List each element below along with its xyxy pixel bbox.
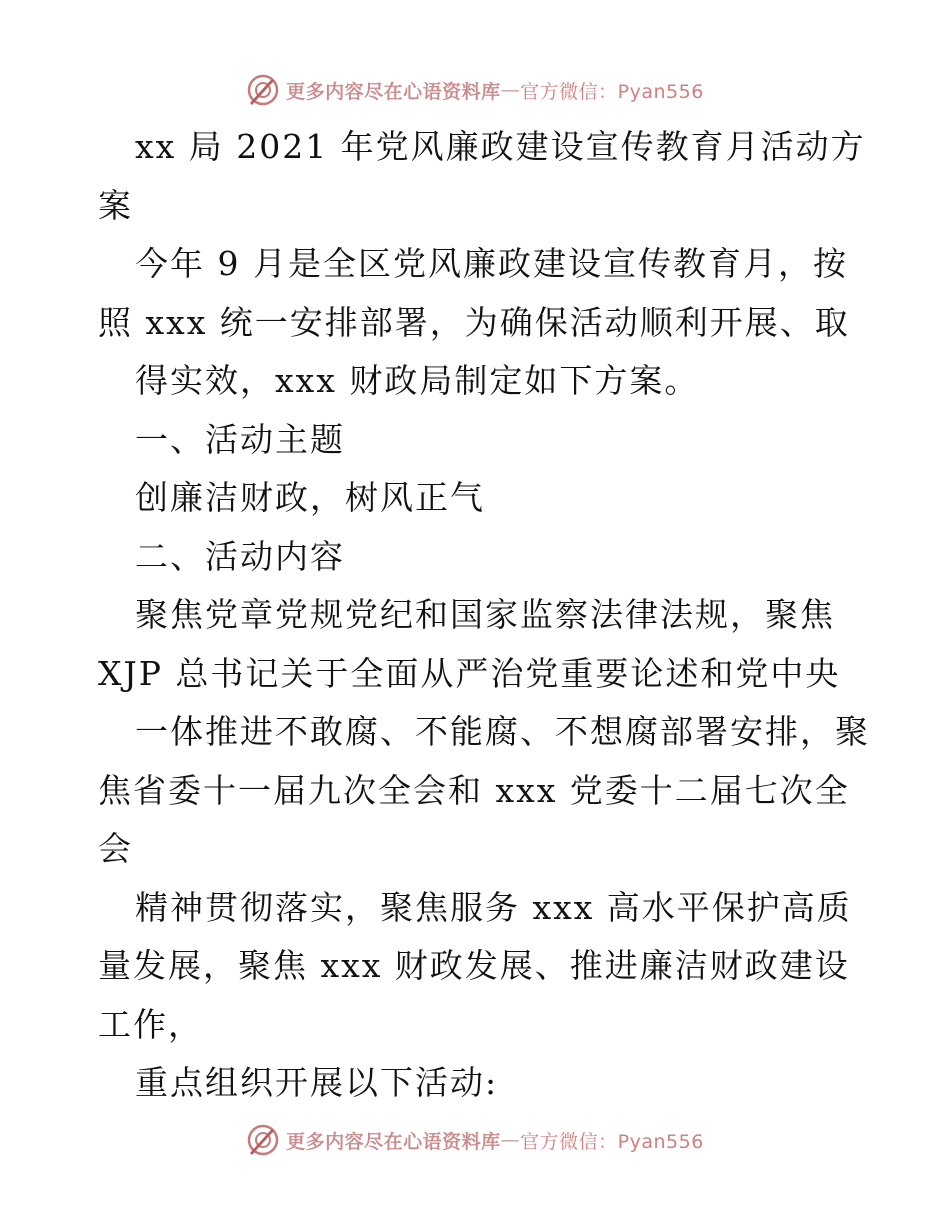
doc-paragraph-line: 量发展，聚焦 xxx 财政发展、推进廉洁财政建设 — [98, 946, 850, 985]
doc-paragraph-line: 照 xxx 统一安排部署，为确保活动顺利开展、取 — [98, 302, 850, 342]
doc-paragraph-line: XJP 总书记关于全面从严治党重要论述和党中央 — [98, 653, 841, 693]
quill-circle-logo-icon — [246, 73, 280, 107]
doc-paragraph-line: 会 — [98, 829, 133, 868]
document-body — [0, 118, 950, 1113]
doc-paragraph-line: 重点组织开展以下活动: — [135, 1063, 499, 1102]
doc-title-line-1: xx 局 2021 年党风廉政建设宣传教育月活动方 — [135, 127, 866, 166]
doc-paragraph-line: 得实效，xxx 财政局制定如下方案。 — [135, 361, 700, 400]
doc-paragraph-line: 聚焦党章党规党纪和国家监察法律法规，聚焦 — [135, 595, 835, 634]
header-banner-dash: — — [500, 79, 521, 101]
footer-banner-main-text: 更多内容尽在心语资料库 — [286, 1130, 501, 1153]
section-heading-theme: 一、活动主题 — [135, 419, 345, 459]
doc-paragraph-line: 创廉洁财政，树风正气 — [135, 478, 485, 517]
doc-title-line-2: 案 — [98, 185, 133, 225]
footer-banner-wechat-text: 官方微信：Pyan556 — [520, 1130, 704, 1153]
header-banner — [0, 70, 950, 110]
doc-paragraph-line: 今年 9 月是全区党风廉政建设宣传教育月，按 — [135, 244, 848, 283]
section-heading-content: 二、活动内容 — [135, 536, 345, 576]
doc-paragraph-line: 焦省委十一届九次全会和 xxx 党委十二届七次全 — [98, 770, 850, 810]
doc-paragraph-line: 工作， — [98, 1004, 203, 1044]
header-banner-main-text: 更多内容尽在心语资料库 — [286, 80, 501, 103]
header-banner-wechat-text: 官方微信：Pyan556 — [520, 80, 704, 103]
quill-circle-logo-icon — [246, 1123, 280, 1157]
footer-banner — [0, 1120, 950, 1160]
doc-paragraph-line: 精神贯彻落实，聚焦服务 xxx 高水平保护高质 — [135, 887, 852, 927]
footer-banner-dash: — — [500, 1129, 521, 1151]
doc-paragraph-line: 一体推进不敢腐、不能腐、不想腐部署安排，聚 — [135, 712, 870, 751]
